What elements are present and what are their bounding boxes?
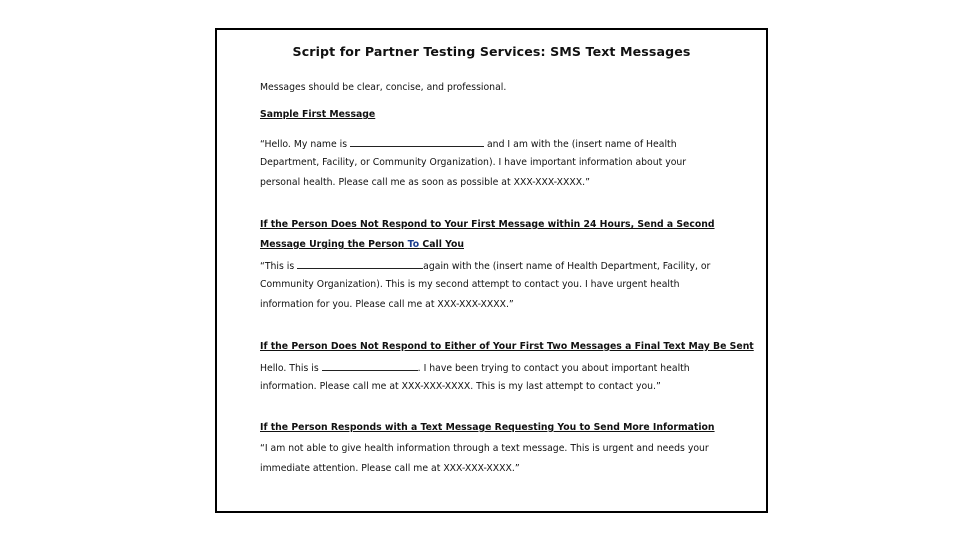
text-fragment: and I am with the (insert name of Health: [484, 139, 677, 150]
name-blank: [350, 137, 484, 147]
name-blank: [322, 361, 418, 371]
text-fragment: Call You: [419, 239, 464, 250]
section-heading-sample-first: Sample First Message: [260, 109, 376, 120]
name-blank: [297, 259, 423, 269]
section-4-line-2: immediate attention. Please call me at XXX-XXX-XXXX.”: [260, 463, 520, 474]
section-1-line-2: Department, Facility, or Community Organization). I have important information about your: [260, 157, 687, 168]
text-fragment: Hello. This is: [260, 363, 322, 374]
document-title: Script for Partner Testing Services: SMS Text Messages: [292, 44, 691, 59]
section-heading-more-info: If the Person Responds with a Text Message Requesting You to Send More Information: [260, 422, 715, 433]
section-2-line-3: information for you. Please call me at XXX-XXX-XXXX.”: [260, 299, 514, 310]
section-4-line-1: “I am not able to give health information through a text message. This is urgent and needs your: [260, 443, 709, 454]
text-fragment: Message Urging the Person: [260, 239, 408, 250]
section-1-line-1: [260, 137, 677, 150]
section-1-line-3: personal health. Please call me as soon as possible at XXX-XXX-XXXX.”: [260, 177, 590, 188]
text-fragment: To: [407, 239, 420, 250]
section-3-line-1: [260, 361, 690, 374]
section-2-line-2: Community Organization). This is my second attempt to contact you. I have urgent health: [260, 279, 680, 290]
section-2-line-1: [260, 259, 710, 272]
document-page: [215, 28, 768, 513]
text-fragment: again with the (insert name of Health Department, Facility, or: [423, 261, 711, 272]
section-heading-no-response-24h-2: [260, 239, 464, 250]
text-fragment: . I have been trying to contact you about important health: [417, 363, 690, 374]
section-heading-final-text: If the Person Does Not Respond to Either of Your First Two Messages a Final Text May Be Sent: [260, 341, 754, 352]
section-3-line-2: information. Please call me at XXX-XXX-XXXX. This is my last attempt to contact you.”: [260, 381, 661, 392]
text-fragment: “This is: [260, 261, 298, 272]
text-fragment: “Hello. My name is: [260, 139, 351, 150]
section-heading-no-response-24h-1: If the Person Does Not Respond to Your First Message within 24 Hours, Send a Second: [260, 219, 715, 230]
intro-text: Messages should be clear, concise, and professional.: [260, 82, 507, 93]
